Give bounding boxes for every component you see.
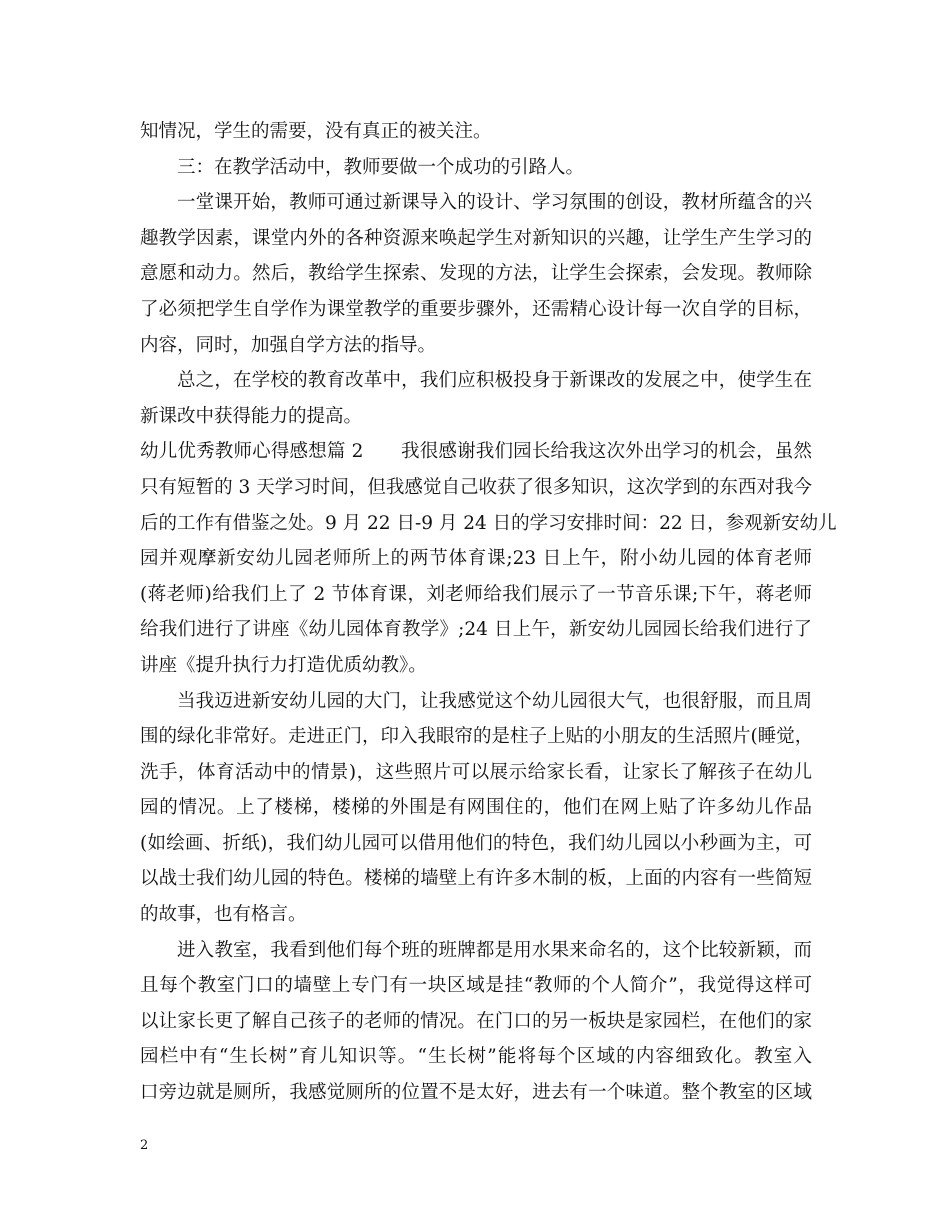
text-line: 且每个教室门口的墙壁上专门有一块区域是挂“教师的个人简介”，我觉得这样可 xyxy=(140,975,812,997)
text-line: 只有短暂的 3 天学习时间，但我感觉自己收获了很多知识，这次学到的东西对我今 xyxy=(140,476,812,498)
text-line: 了必须把学生自学作为课堂教学的重要步骤外，还需精心设计每一次自学的目标， xyxy=(140,298,812,320)
text-line: 进入教室，我看到他们每个班的班牌都是用水果来命名的，这个比较新颖，而 xyxy=(177,939,812,961)
text-line: 一堂课开始，教师可通过新课导入的设计、学习氛围的创设，教材所蕴含的兴 xyxy=(177,192,812,214)
text-line: 当我迈进新安幼儿园的大门，让我感觉这个幼儿园很大气，也很舒服，而且周 xyxy=(177,690,812,712)
text-line: 园的情况。上了楼梯，楼梯的外围是有网围住的，他们在网上贴了许多幼儿作品 xyxy=(140,797,812,819)
text-line: 以让家长更了解自己孩子的老师的情况。在门口的另一板块是家园栏，在他们的家 xyxy=(140,1010,812,1032)
text-line: 新课改中获得能力的提高。 xyxy=(140,405,363,427)
text-line: 的故事，也有格言。 xyxy=(140,904,307,926)
text-line: 洗手，体育活动中的情景)，这些照片可以展示给家长看，让家长了解孩子在幼儿 xyxy=(140,761,812,783)
page-number: 2 xyxy=(140,1138,149,1153)
text-line: (如绘画、折纸)，我们幼儿园可以借用他们的特色，我们幼儿园以小秒画为主，可 xyxy=(140,832,812,854)
text-line: 给我们进行了讲座《幼儿园体育教学》;24 日上午，新安幼儿园园长给我们进行了 xyxy=(140,619,812,641)
text-line: 口旁边就是厕所，我感觉厕所的位置不是太好，进去有一个味道。整个教室的区域 xyxy=(140,1082,812,1104)
text-line: 园栏中有“生长树”育儿知识等。“生长树”能将每个区域的内容细致化。教室入 xyxy=(140,1046,812,1068)
text-line: 幼儿优秀教师心得感想篇 2 我很感谢我们园长给我这次外出学习的机会，虽然 xyxy=(140,441,812,463)
document-body xyxy=(140,114,837,1111)
text-line: 园并观摩新安幼儿园老师所上的两节体育课;23 日上午，附小幼儿园的体育老师 xyxy=(140,548,812,570)
text-line: (蒋老师)给我们上了 2 节体育课，刘老师给我们展示了一节音乐课;下午，蒋老师 xyxy=(140,583,812,605)
text-line: 意愿和动力。然后，教给学生探索、发现的方法，让学生会探索，会发现。教师除 xyxy=(140,263,812,285)
text-line: 后的工作有借鉴之处。9 月 22 日-9 月 24 日的学习安排时间：22 日，参观新安幼儿 xyxy=(140,512,837,534)
text-line: 总之，在学校的教育改革中，我们应积极投身于新课改的发展之中，使学生在 xyxy=(177,370,812,392)
text-line: 以战士我们幼儿园的特色。楼梯的墙壁上有许多木制的板，上面的内容有一些简短 xyxy=(140,868,812,890)
text-line: 趣教学因素，课堂内外的各种资源来唤起学生对新知识的兴趣，让学生产生学习的 xyxy=(140,227,812,249)
text-line: 围的绿化非常好。走进正门，印入我眼帘的是柱子上贴的小朋友的生活照片(睡觉， xyxy=(140,726,814,748)
text-line: 讲座《提升执行力打造优质幼教》。 xyxy=(140,654,427,676)
text-line: 知情况，学生的需要，没有真正的被关注。 xyxy=(140,121,492,142)
text-line: 三：在教学活动中，教师要做一个成功的引路人。 xyxy=(177,156,585,178)
text-line: 内容，同时，加强自学方法的指导。 xyxy=(140,334,437,356)
